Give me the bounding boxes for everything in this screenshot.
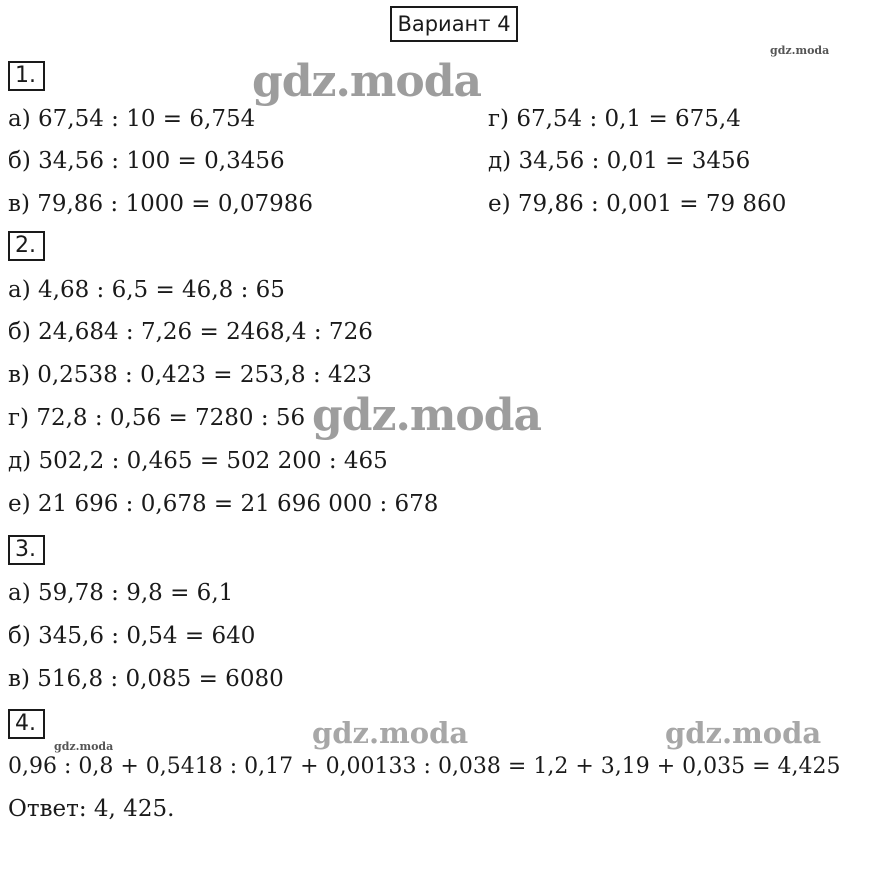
task-4-answer: Ответ: 4, 425. [8, 796, 175, 822]
task-1-item-g: г) 67,54 : 0,1 = 675,4 [488, 106, 741, 132]
task-3-number: 3. [8, 535, 45, 565]
task-2-item-d: д) 502,2 : 0,465 = 502 200 : 465 [8, 448, 388, 474]
task-1-item-v: в) 79,86 : 1000 = 0,07986 [8, 191, 313, 217]
task-3-item-v: в) 516,8 : 0,085 = 6080 [8, 666, 284, 692]
task-4-number: 4. [8, 709, 45, 739]
task-1-item-a: а) 67,54 : 10 = 6,754 [8, 106, 256, 132]
task-1-number: 1. [8, 61, 45, 91]
watermark-large: gdz.moda [252, 56, 482, 107]
task-2-item-g: г) 72,8 : 0,56 = 7280 : 56 [8, 405, 306, 431]
task-2-number: 2. [8, 231, 45, 261]
task-2-item-a: а) 4,68 : 6,5 = 46,8 : 65 [8, 277, 285, 303]
watermark-small: gdz.moda [770, 44, 830, 57]
variant-title: Вариант 4 [390, 6, 518, 42]
watermark-medium: gdz.moda [312, 716, 469, 750]
task-3-item-a: а) 59,78 : 9,8 = 6,1 [8, 580, 234, 606]
task-2-item-v: в) 0,2538 : 0,423 = 253,8 : 423 [8, 362, 372, 388]
task-2-item-e: е) 21 696 : 0,678 = 21 696 000 : 678 [8, 491, 439, 517]
watermark-medium: gdz.moda [665, 716, 822, 750]
task-1-item-e: е) 79,86 : 0,001 = 79 860 [488, 191, 787, 217]
task-2-item-b: б) 24,684 : 7,26 = 2468,4 : 726 [8, 319, 373, 345]
watermark-large: gdz.moda [312, 390, 542, 441]
task-3-item-b: б) 345,6 : 0,54 = 640 [8, 623, 256, 649]
task-4-expression: 0,96 : 0,8 + 0,5418 : 0,17 + 0,00133 : 0,038 = 1,2 + 3,19 + 0,035 = 4,425 [8, 754, 841, 779]
task-1-item-d: д) 34,56 : 0,01 = 3456 [488, 148, 751, 174]
task-1-item-b: б) 34,56 : 100 = 0,3456 [8, 148, 285, 174]
watermark-small: gdz.moda [54, 740, 114, 753]
